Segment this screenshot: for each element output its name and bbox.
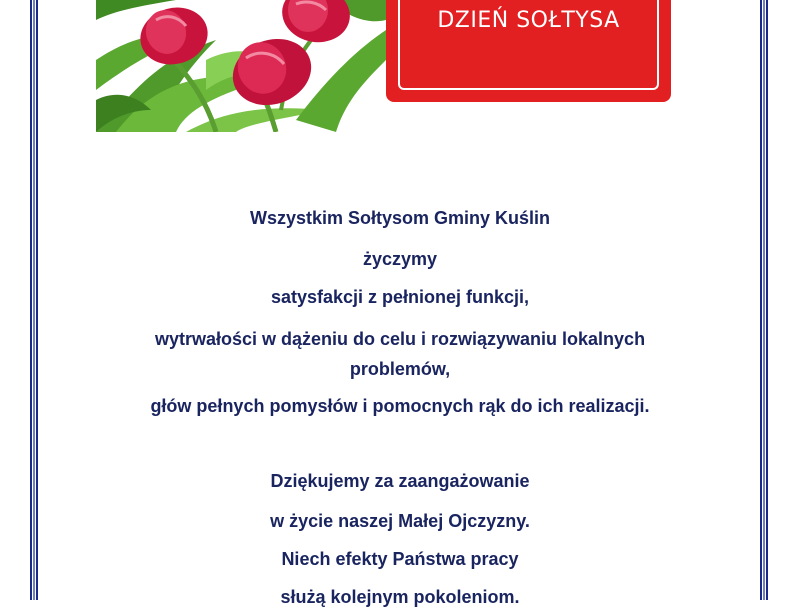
thanks-line-generations: służą kolejnym pokoleniom. — [280, 587, 520, 607]
thanks-line-homeland: w życie naszej Małej Ojczyzny. — [270, 511, 530, 531]
wish-line-wish: życzymy — [362, 249, 438, 269]
wish-line-perseverance: wytrwałości w dążeniu do celu i rozwiązywaniu lokalnych problemów, — [154, 329, 646, 379]
tulips-image — [96, 0, 386, 132]
wish-line-satisfaction: satysfakcji z pełnionej funkcji, — [270, 287, 530, 307]
thanks-line-commitment: Dziękujemy za zaangażowanie — [270, 471, 530, 491]
page-border-left — [30, 0, 38, 600]
wish-line-ideas: głów pełnych pomysłów i pomocnych rąk do ich realizacji. — [150, 396, 650, 416]
wish-line-recipients: Wszystkim Sołtysom Gminy Kuślin — [249, 208, 551, 228]
page-border-right — [760, 0, 768, 600]
thanks-line-effects: Niech efekty Państwa pracy — [281, 549, 519, 569]
title-card — [386, 0, 671, 102]
page-title: DZIEŃ SOŁTYSA — [437, 8, 620, 33]
